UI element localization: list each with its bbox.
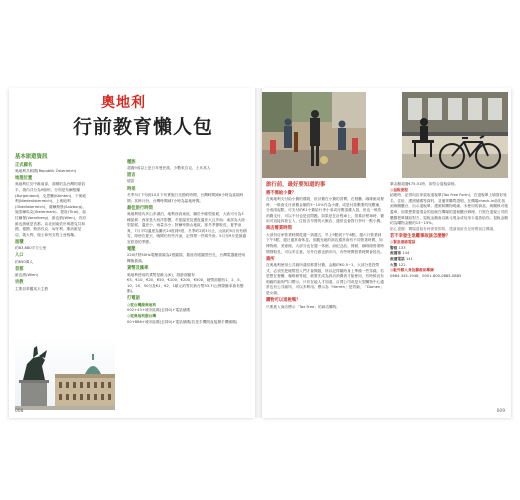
text-language: 德語 <box>127 179 135 184</box>
text-tax-threshold: 筆金額超過€75.01時，即符合退稅資格。 <box>390 182 459 186</box>
subheading-call-austria: ◎從台灣撥奧地利 <box>127 302 157 307</box>
emergency-row-police: 警察 133 <box>390 245 406 250</box>
heading-population: 人口 <box>15 253 24 259</box>
left-col-2 <box>127 158 247 325</box>
text-voltage: 220伏特50Hz電壓插頭為2根圓插，插座有眼圓型凹孔，台灣電器應使用轉換插頭。 <box>127 253 246 264</box>
page-title: 奧地利 <box>101 95 146 111</box>
heading-best-travel-time: 最佳旅行時間 <box>127 205 153 211</box>
heading-toilets: 廁所 <box>266 256 275 262</box>
text-tipping: 在奧地利支付給小費的禮貌，但計費在小費的習慣，在餐廳、咖啡館用餐時，一般會支付消費金額的5~10%作為小費，或是付款數要的尾數補，分成兩起點，可支付約€1小費給行李小弟或房間清潔人員，但也一般依消費支付、可以不付也是沒問題。如果是在計程車上，搭乘計程車時，費用可直接四捨五入，住宿含早餐的大飯店，通常也會對行李付一點小費。 <box>266 196 384 224</box>
book-gutter <box>255 88 262 418</box>
right-col-2 <box>390 182 508 279</box>
heading-location: 地理位置 <box>15 176 33 181</box>
text-capital: 維也納(Wien) <box>15 273 39 278</box>
heading-tax-refund: 購物可以退稅嗎？ <box>266 298 301 304</box>
heading-store-hours: 商店營業時間 <box>266 226 292 232</box>
text-ethnicity: 超過9成以上是日耳曼民族，少數來自克、土耳其人 <box>127 165 211 170</box>
heading-currency: 貨幣及匯率 <box>127 266 149 272</box>
heading-religion: 宗教 <box>15 280 24 286</box>
heading-voltage: 電壓 <box>127 247 136 253</box>
street-musicians-photo <box>262 92 366 178</box>
heading-language: 語言 <box>127 173 136 178</box>
subheading-embassy-hotline: ◎駐外館人身急難救助專線 <box>390 268 434 273</box>
text-currency: 奧地利使用的貨幣是歐元(€)，紙鈔面額有€5、€10、€20、€50、€100、€200、€500，硬幣面額有1、2、5、10、20、50分及€1、€2，1歐元約等於新台幣33.7元(實際匯率會有變動)。 <box>127 272 244 294</box>
text-time-difference: 冬季3月下旬到10月下旬實施日光節約時間，台灣時間減6小時為當地時間；其餘月份，台灣時間減7小時為當地時間。 <box>127 192 244 203</box>
text-tax-refund: 只要進入商店標示「Tax Free」的商店購物， <box>266 304 341 309</box>
text-call-taiwan: 00+886+城市區碼(去掉0)+電話號碼(若是手機則直接撥手機號碼) <box>127 319 238 324</box>
emergency-row-fire: 火警 122 <box>390 262 406 267</box>
text-official-name: 奧地利共和國(Republik Österreich) <box>15 168 77 173</box>
text-call-austria: 002+43+城市區碼(去掉0)+電話號碼 <box>127 308 191 313</box>
page-number-right: 009 <box>496 409 505 414</box>
text-area: 約83,880平方公里 <box>15 246 47 251</box>
subheading-refund-process: ◎退稅流程 <box>390 187 408 192</box>
heading-emergency: 若不幸發生急難事故該怎麼辦？ <box>390 233 451 239</box>
subheading-emergency-numbers: ◎緊急連絡電話 <box>390 240 416 245</box>
heading-official-name: 正式國名 <box>15 162 33 168</box>
right-col-1 <box>266 182 384 310</box>
text-population: 約850萬人 <box>15 259 34 264</box>
heading-area: 面積 <box>15 239 24 245</box>
emergency-row-ambulance: 救護車 144 <box>390 251 410 256</box>
text-store-hours: 大部份店家營業時間從週一到週五，早上9點到下午6點，週六只營業到下午5點，週日通常會休息。但觀光地的商店通常會有不同營業時間，如博物館、美術館，大部分也在週一休館，而紀念品、餐館、咖啡館營業時間則較長，可以多注意。另外在維也納市內，有些時間營業時間會延長。 <box>266 232 384 254</box>
text-location: 奧地利位於中歐南部，面積約為台灣的兩倍半，境內共分為9個州，分別是布爾根蘭(Burgenland)、克恩騰(Kärnten)、下奧地利(Niederösterreich)、上奧地利(Oberösterreich)、薩爾斯堡(Salzburg)、施泰爾馬克(Steiermark)、提洛(Tirol)、福拉爾堡(Vorarlberg)、維也納(Wien)，首府維也納就是首都。由北到南依序與捷克共和國、德國、斯洛伐克、匈牙利、斯洛維尼亞、義大利、瑞士和列支敦士登相鄰。 <box>15 182 87 237</box>
text-refund-process: 結帳時，記得向店家索取退稅單(Tax Free Form)，在退稅單上填寫好姓名、住址、護照號碼等資料，並備齊購買證明，在機場check-in前先找到海關櫃台，出示退稅單，護照和購物明細、未使用的商品，海關核可後蓋章，如果想要退現金的話就在機場的退稅櫃台辦理，只需在退稅公司的櫃檯把單據給對方，退稅金額會以歐元現金或信用卡退款給你。退稅金額約為購物金額的13~15%。 <box>390 193 508 226</box>
emergency-row-hotline: 救護電話 141 <box>390 257 413 262</box>
heading-tipping: 需不需給小費？ <box>266 190 297 196</box>
statue-photo <box>15 336 115 410</box>
bicycle-photo <box>402 92 508 178</box>
section-heading: 基本旅遊資訊 <box>15 154 48 160</box>
page-number-left: 008 <box>15 409 24 414</box>
heading-capital: 首都 <box>15 266 24 272</box>
subheading-call-taiwan: ◎從奧地利撥台灣 <box>127 314 157 319</box>
heading-ethnicity: 種族 <box>127 159 136 165</box>
left-page <box>9 88 255 418</box>
text-best-travel-time: 奧地利境內多山多湖泊，地勢西高東低，屬於中歐型氣候，大致可分為3種氣候：西部是大西洋影響，冬夏溫差及晝夜溫差大且多雨；東部為大陸型氣候，溫差小，雨量亦小；阿爾卑斯山地區，寒冬季節較長，夏季涼爽，7月平均溫度為攝氏24度到9度，冬季約2到3月止，山區約5月仍有積雪，即使在夏天，晚間仍有些冷涼，記得帶一件薄外套。5月至9月是最適宜旅遊的季節。 <box>127 212 247 244</box>
text-religion: 主要信奉羅馬天主教 <box>15 286 49 291</box>
text-refund-tip: 貼心提醒：機場退稅有時需要排隊，建議預留充足時間前往機場。 <box>390 226 497 231</box>
text-toilets: 在奧地利使用公共廁所通常都要付費，金額約€0.5~1，大部分是投幣式，必須先把硬幣投入門才會開啟，所以記得隨時身上準備一些零錢。若是想在餐廳、咖啡館等地，就要先成為該店消費者才能使用，有時候沒有明確的廁所門口標示，只有在地人才知道，百貨公司或是大型購物中心通常也有公共廁所，可以多利用。標示為「Herren」是男廁，「Damen」是女廁。 <box>266 263 385 296</box>
text-embassy-hotline: 0664-345-1948、0001-800-0885-0885 <box>390 273 462 278</box>
left-col-1 <box>15 154 87 292</box>
page-subtitle: 行前教育懶人包 <box>73 116 214 138</box>
heading-phone: 打電話 <box>127 296 140 302</box>
right-page <box>262 88 511 418</box>
section-heading-right: 旅行前，最好要知道的事 <box>266 182 326 188</box>
heading-time-difference: 時差 <box>127 186 136 192</box>
